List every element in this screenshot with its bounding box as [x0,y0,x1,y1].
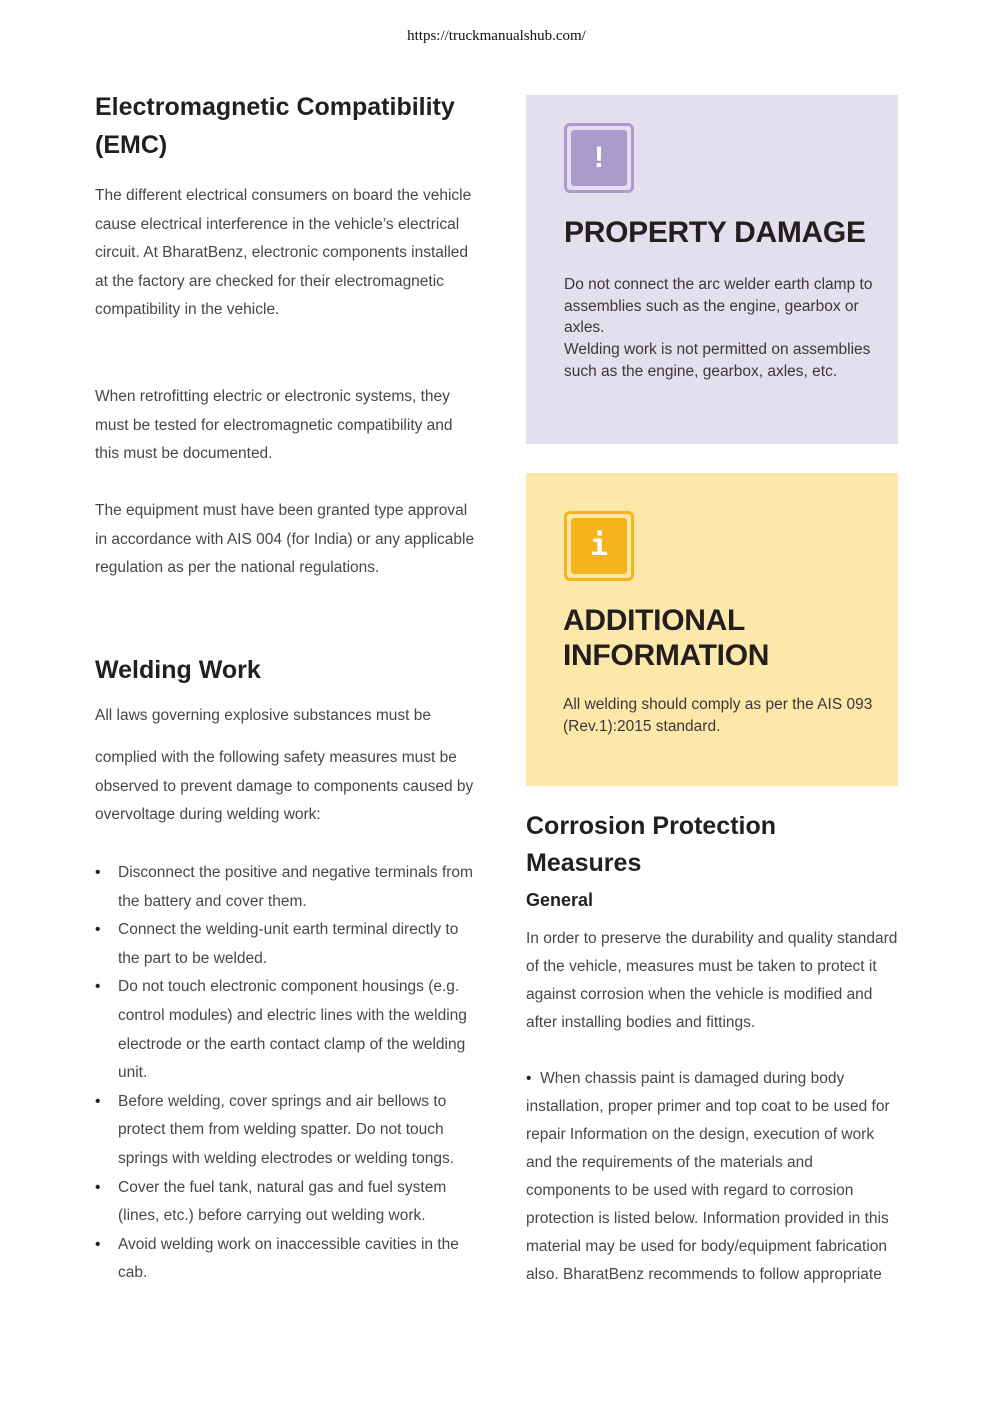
bullet-marker: • [95,1235,101,1253]
page-url[interactable]: https://truckmanualshub.com/ [407,28,586,44]
list-item [95,916,475,973]
property-damage-notice [526,95,898,444]
list-item-text: Avoid welding work on inaccessible cavities in the cab. [118,1235,459,1282]
exclamation-glyph: ! [571,130,627,186]
list-item [95,859,475,916]
corrosion-bullet-text: When chassis paint is damaged during body installation, proper primer and top coat to be used for repair Information on the design, execution of work and the requirements of the materials and components to be used with regard to corrosion protection is listed below. Information provided in this material may be used for body/equipment fabrication also. BharatBenz recommends to follow appropriate [526,1070,890,1283]
property-damage-title: PROPERTY DAMAGE [564,216,866,249]
emc-paragraph-3: The equipment must have been granted type approval in accordance with AIS 004 (for India) or any applicable regulation as per the national regulations. [95,502,475,577]
bullet-marker: • [95,1178,101,1196]
emc-heading: Electromagnetic Compatibility (EMC) [95,93,455,159]
list-item [95,1231,475,1288]
corrosion-heading: Corrosion Protection Measures [526,812,777,877]
welding-heading: Welding Work [95,656,261,684]
corrosion-paragraph: In order to preserve the durability and quality standard of the vehicle, measures must be taken to protect it against corrosion when the vehicle is modified and after installing bodies and fittings. [526,930,898,1031]
exclamation-icon [564,123,634,193]
list-item-text: Before welding, cover springs and air bellows to protect them from welding spatter. Do not touch springs with welding electrodes or welding tongs. [118,1092,455,1167]
list-item [95,1174,475,1231]
info-icon [564,511,634,581]
info-glyph: i [571,518,627,574]
emc-paragraph-1: The different electrical consumers on board the vehicle cause electrical interference in the vehicle’s electrical circuit. At BharatBenz, electronic components installed at the factory are checked for their electromagnetic compatibility in the vehicle. [95,187,472,319]
bullet-marker: • [95,921,101,939]
welding-intro-1: All laws governing explosive substances must be [95,707,432,724]
property-damage-text-1: Do not connect the arc welder earth clamp to assemblies such as the engine, gearbox or axles. [564,276,873,337]
list-item-text: Disconnect the positive and negative terminals from the battery and cover them. [118,864,473,910]
additional-information-notice [526,473,898,786]
general-subheading: General [526,890,594,910]
welding-bullet-list [95,859,475,1288]
additional-information-title: ADDITIONAL INFORMATION [563,604,770,672]
list-item [95,973,475,1087]
list-item-text: Cover the fuel tank, natural gas and fuel system (lines, etc.) before carrying out welding work. [118,1178,447,1225]
bullet-marker: • [526,1070,532,1087]
additional-information-text: All welding should comply as per the AIS 093 (Rev.1):2015 standard. [563,696,873,735]
property-damage-text-2: Welding work is not permitted on assemblies such as the engine, gearbox, axles, etc. [564,341,871,380]
list-item-text: Do not touch electronic component housings (e.g. control modules) and electric lines with the welding electrode or the earth contact clamp of the welding unit. [118,978,467,1082]
corrosion-bullet-paragraph [526,1065,901,1289]
list-item-text: Connect the welding-unit earth terminal directly to the part to be welded. [118,921,459,967]
welding-intro-2: complied with the following safety measures must be observed to prevent damage to components caused by overvoltage during welding work: [95,749,474,824]
bullet-marker: • [95,864,101,881]
bullet-marker: • [95,978,101,996]
emc-paragraph-2: When retrofitting electric or electronic systems, they must be tested for electromagnetic compatibility and this must be documented. [95,388,453,463]
list-item [95,1088,475,1174]
bullet-marker: • [95,1092,101,1110]
